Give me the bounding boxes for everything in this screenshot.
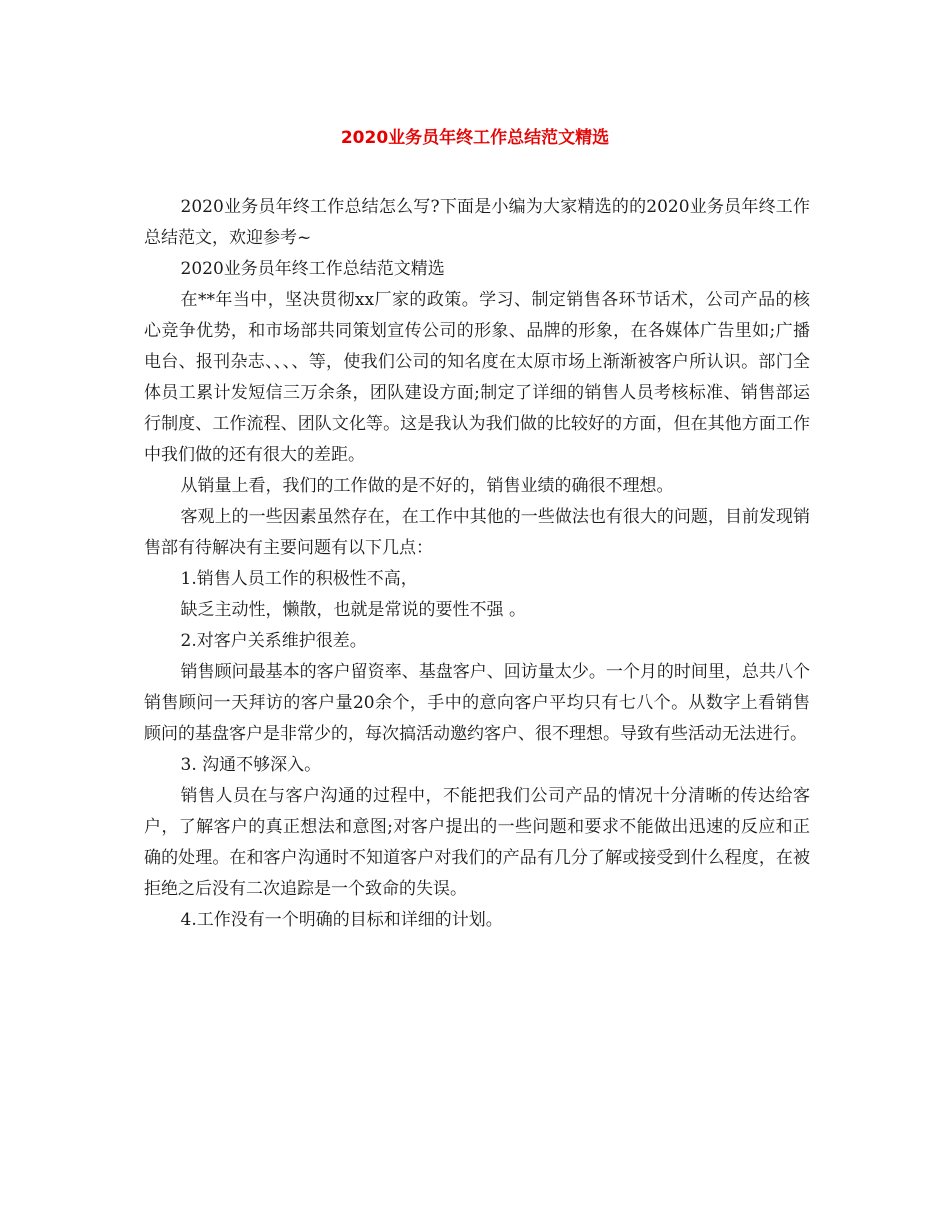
paragraph-problems-intro: 客观上的一些因素虽然存在，在工作中其他的一些做法也有很大的问题，目前发现销售部有待解决有主要问题有以下几点：	[144, 507, 810, 558]
paragraph-sales-volume: 从销量上看，我们的工作做的是不好的，销售业绩的确很不理想。	[180, 476, 674, 496]
paragraph-point-2: 2.对客户关系维护很差。	[180, 631, 367, 651]
document-title: 2020业务员年终工作总结范文精选	[340, 128, 610, 148]
document-body	[144, 192, 810, 936]
paragraph-point-1-detail: 缺乏主动性，懒散，也就是常说的要性不强 。	[180, 600, 526, 620]
paragraph-point-4: 4.工作没有一个明确的目标和详细的计划。	[180, 910, 503, 930]
paragraph-point-1: 1.销售人员工作的积极性不高，	[180, 569, 418, 589]
paragraph-subtitle: 2020业务员年终工作总结范文精选	[180, 259, 445, 279]
paragraph-achievements: 在**年当中，坚决贯彻xx厂家的政策。学习、制定销售各环节话术，公司产品的核心竞争优势，和市场部共同策划宣传公司的形象、品牌的形象，在各媒体广告里如;广播电台、报刊杂志、、、、等，使我们公司的知名度在太原市场上渐渐被客户所认识。部门全体员工累计发短信三万余条，团队建设方面;制定了详细的销售人员考核标准、销售部运行制度、工作流程、团队文化等。这是我认为我们做的比较好的方面，但在其他方面工作中我们做的还有很大的差距。	[144, 290, 810, 465]
paragraph-intro: 2020业务员年终工作总结怎么写?下面是小编为大家精选的的2020业务员年终工作总结范文，欢迎参考~	[144, 197, 810, 248]
paragraph-point-3: 3. 沟通不够深入。	[180, 755, 322, 775]
paragraph-point-3-detail: 销售人员在与客户沟通的过程中，不能把我们公司产品的情况十分清晰的传达给客户，了解客户的真正想法和意图;对客户提出的一些问题和要求不能做出迅速的反应和正确的处理。在和客户沟通时不知道客户对我们的产品有几分了解或接受到什么程度，在被拒绝之后没有二次追踪是一个致命的失误。	[144, 786, 810, 899]
paragraph-point-2-detail: 销售顾问最基本的客户留资率、基盘客户、回访量太少。一个月的时间里，总共八个销售顾问一天拜访的客户量20余个，手中的意向客户平均只有七八个。从数字上看销售顾问的基盘客户是非常少的，每次搞活动邀约客户、很不理想。导致有些活动无法进行。	[144, 662, 810, 744]
